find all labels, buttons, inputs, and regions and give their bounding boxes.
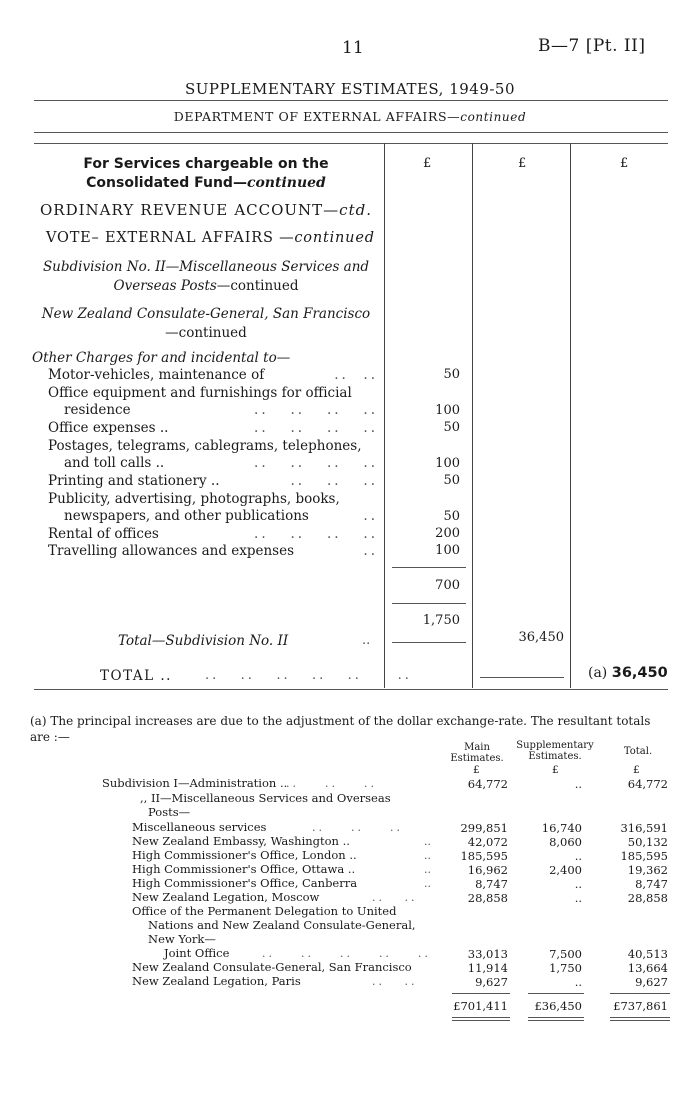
summary-supp: 7,500: [549, 947, 582, 961]
summary-main: 9,627: [475, 975, 508, 989]
line-item: Office expenses .. .. .. .. ..: [48, 420, 378, 436]
summary-supp: ..: [574, 777, 582, 791]
leader-dots: .. .. .. .. .. ..: [205, 668, 412, 683]
line-item-amount: 100: [435, 456, 460, 471]
summary-total: 185,595: [620, 849, 668, 863]
total-subdivision-label: Total—Subdivision No. II: [118, 633, 289, 649]
summary-total: 8,747: [635, 877, 668, 891]
summary-total: 50,132: [627, 835, 668, 849]
line-item-amount: 50: [443, 367, 460, 382]
total-rule: [480, 677, 564, 678]
summary-main: 11,914: [467, 961, 508, 975]
summary-supp: 16,740: [541, 821, 582, 835]
summary-supp: ..: [574, 975, 582, 989]
summary-double-rule: [610, 1017, 670, 1018]
summary-total: 40,513: [627, 947, 668, 961]
summary-main: 64,772: [467, 777, 508, 791]
summary-total: 316,591: [620, 821, 668, 835]
summary-supp: ..: [574, 877, 582, 891]
currency-symbol-col2: £: [518, 156, 527, 171]
summary-label: Miscellaneous services: [132, 820, 267, 834]
summary-label: High Commissioner's Office, Ottawa ..: [132, 862, 356, 876]
summary-supp: 1,750: [549, 961, 582, 975]
summary-label: ,, II—Miscellaneous Services and Overseas: [140, 791, 391, 805]
summary-label: Nations and New Zealand Consulate-General,: [148, 918, 416, 932]
line-item-amount: 100: [435, 543, 460, 558]
summary-label: High Commissioner's Office, London ..: [132, 848, 357, 862]
leader-dots: .. .. ..: [286, 777, 377, 790]
currency-symbol-main: £: [473, 764, 480, 776]
summary-label: Joint Office: [164, 946, 230, 960]
line-item: Publicity, advertising, photographs, books, newspapers, and other publications ..: [48, 491, 378, 524]
currency-symbol-supplementary: £: [552, 764, 559, 776]
summary-total: 64,772: [627, 777, 668, 791]
summary-main: 16,962: [467, 863, 508, 877]
summary-main: 33,013: [467, 947, 508, 961]
line-item: Postages, telegrams, cablegrams, telephones, and toll calls .. .. .. .. ..: [48, 438, 378, 471]
subtotal-amount: 1,750: [422, 613, 460, 628]
other-charges-heading: Other Charges for and incidental to—: [32, 350, 291, 366]
summary-label: New York—: [148, 932, 216, 946]
summary-label: Posts—: [148, 805, 191, 819]
table-bottom-rule: [34, 689, 668, 690]
department-rule: [34, 132, 668, 133]
summary-label: New Zealand Embassy, Washington ..: [132, 834, 350, 848]
currency-symbol-col1: £: [423, 156, 432, 171]
column-header-total: Total.: [623, 746, 653, 757]
page-title: SUPPLEMENTARY ESTIMATES, 1949-50: [184, 80, 516, 98]
leader-dots: .. .. .. .. ..: [262, 947, 431, 960]
column-divider-2: [472, 143, 473, 688]
total-subdivision-rule: [392, 642, 466, 643]
summary-double-rule: [528, 1017, 584, 1018]
summary-label: New Zealand Consulate-General, San Francisco: [132, 960, 412, 974]
services-heading: For Services chargeable on the Consolidated Fund—continued: [83, 156, 329, 191]
summary-total: 9,627: [635, 975, 668, 989]
summary-label: Office of the Permanent Delegation to United: [132, 904, 397, 918]
leader-dots: .. .. ..: [312, 821, 403, 834]
column-divider-3: [570, 143, 571, 688]
summary-grand-supp: £36,450: [534, 999, 582, 1013]
summary-label: High Commissioner's Office, Canberra: [132, 876, 358, 890]
subtotal-rule: [392, 603, 466, 604]
column-header-main: Main Estimates.: [450, 742, 504, 764]
summary-total-rule: [528, 993, 584, 994]
subtotal-rule: [392, 567, 466, 568]
leader-dots: ..: [424, 877, 431, 890]
summary-main: 8,747: [475, 877, 508, 891]
summary-main: 185,595: [460, 849, 508, 863]
table-top-rule: [34, 143, 668, 144]
leader-dots: ..: [424, 849, 431, 862]
summary-total-rule: [452, 993, 510, 994]
line-item-amount: 200: [435, 526, 460, 541]
summary-supp: ..: [574, 891, 582, 905]
summary-total: 19,362: [627, 863, 668, 877]
line-item: Printing and stationery .. .. .. ..: [48, 473, 378, 489]
summary-label: New Zealand Legation, Moscow: [132, 890, 320, 904]
leader-dots: ..: [424, 835, 431, 848]
summary-main: 42,072: [467, 835, 508, 849]
summary-grand-main: £701,411: [453, 999, 508, 1013]
leader-dots: ..: [424, 863, 431, 876]
summary-total: 28,858: [627, 891, 668, 905]
leader-dots: .. ..: [372, 891, 418, 904]
column-header-supplementary: Supplementary Estimates.: [516, 740, 594, 762]
subtotal-amount: 700: [435, 578, 460, 593]
leader-dots: .. ..: [372, 975, 418, 988]
summary-label: New Zealand Legation, Paris: [132, 974, 301, 988]
summary-supp: 8,060: [549, 835, 582, 849]
summary-double-rule: [610, 1020, 670, 1021]
consulate-heading: New Zealand Consulate-General, San Francisco —continued: [41, 306, 371, 341]
ordinary-revenue-account-heading: ORDINARY REVENUE ACCOUNT—ctd.: [40, 201, 372, 219]
title-rule: [34, 100, 668, 101]
line-item-amount: 50: [443, 420, 460, 435]
summary-double-rule: [452, 1017, 510, 1018]
line-item: Motor-vehicles, maintenance of .. ..: [48, 367, 378, 383]
footnote: (a) The principal increases are due to the adjustment of the dollar exchange-rate. The resultant totals are :—: [30, 714, 651, 744]
summary-double-rule: [528, 1020, 584, 1021]
department-heading: DEPARTMENT OF EXTERNAL AFFAIRS—continued: [173, 109, 527, 124]
summary-main: 28,858: [467, 891, 508, 905]
total-subdivision-amount: 36,450: [518, 630, 564, 645]
line-item-amount: 50: [443, 473, 460, 488]
line-item: Office equipment and furnishings for official residence .. .. .. ..: [48, 385, 378, 418]
summary-supp: ..: [574, 849, 582, 863]
line-item-amount: 50: [443, 509, 460, 524]
summary-main: 299,851: [460, 821, 508, 835]
currency-symbol-total: £: [633, 764, 640, 776]
column-divider-1: [384, 143, 385, 688]
line-item-amount: 100: [435, 403, 460, 418]
line-item: Travelling allowances and expenses ..: [48, 543, 378, 559]
summary-label: Subdivision I—Administration ..: [102, 776, 288, 790]
leader-dots: ..: [362, 633, 371, 648]
summary-total-rule: [610, 993, 670, 994]
page-number: 11: [342, 38, 364, 58]
summary-total: 13,664: [627, 961, 668, 975]
summary-supp: 2,400: [549, 863, 582, 877]
grand-total: (a) 36,450: [588, 665, 668, 681]
summary-double-rule: [452, 1020, 510, 1021]
summary-grand-total: £737,861: [613, 999, 668, 1013]
document-reference: B—7 [Pt. II]: [538, 36, 646, 56]
total-label: TOTAL ..: [100, 668, 172, 684]
line-item: Rental of offices .. .. .. ..: [48, 526, 378, 542]
subdivision-heading: Subdivision No. II—Miscellaneous Services and Overseas Posts—continued: [42, 259, 370, 294]
vote-heading: VOTE– EXTERNAL AFFAIRS —continued: [46, 230, 375, 246]
currency-symbol-col3: £: [620, 156, 629, 171]
